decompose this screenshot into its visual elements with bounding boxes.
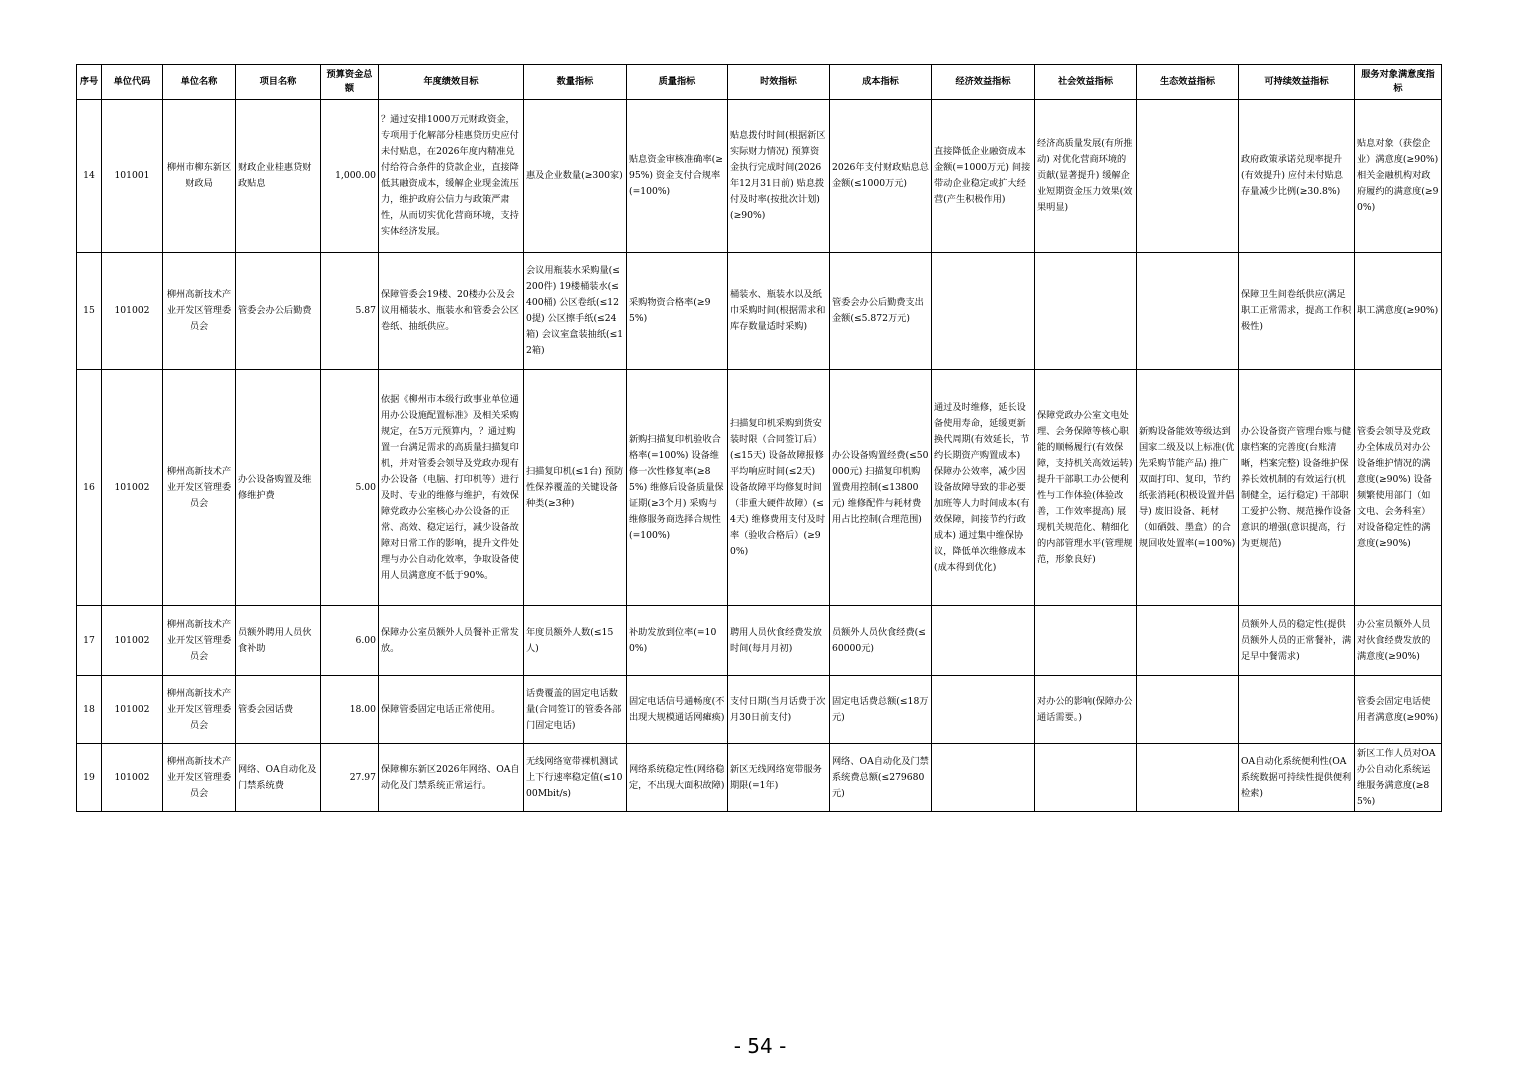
table-cell: [1137, 606, 1239, 676]
table-cell: 员额外聘用人员伙食补助: [236, 606, 321, 676]
table-cell: 职工满意度(≥90%): [1355, 253, 1442, 370]
header-cell: 单位名称: [163, 65, 236, 100]
table-cell: 通过及时维修，延长设备使用寿命，延缓更新换代周期(有效延长，节约长期资产购置成本) 保障办公效率，减少因设备故障导致的非必要加班等人力时间成本(有效保障，间接节约行政成本) 通过集中维保协议，降低单次维修成本(成本得到优化): [932, 370, 1035, 606]
table-cell: 18.00: [321, 676, 379, 744]
table-cell: 柳州市柳东新区财政局: [163, 100, 236, 253]
table-cell: 年度员额外人数(≤15人): [524, 606, 627, 676]
table-cell: 柳州高新技术产业开发区管理委员会: [163, 370, 236, 606]
table-cell: 网络、OA自动化及门禁系统费总额(≤279680元): [830, 744, 932, 812]
header-cell: 序号: [77, 65, 102, 100]
table-cell: 无线网络宽带裸机测试上下行速率稳定值(≤1000Mbit/s): [524, 744, 627, 812]
table-cell: [932, 253, 1035, 370]
table-row: [77, 676, 1442, 744]
table-cell: [1137, 100, 1239, 253]
table-cell: 管委会园话费: [236, 676, 321, 744]
table-cell: 惠及企业数量(≥300家): [524, 100, 627, 253]
table-cell: 办公设备资产管理台账与健康档案的完善度(台账清晰，档案完整) 设备维护保养长效机制的有效运行(机制健全，运行稳定) 干部职工爱护公物、规范操作设备意识的增强(意识提高，行为更规范): [1239, 370, 1355, 606]
performance-table: [76, 64, 1442, 812]
table-cell: 保障卫生间卷纸供应(满足职工正常需求，提高工作积极性): [1239, 253, 1355, 370]
table-cell: 5.87: [321, 253, 379, 370]
table-cell: 柳州高新技术产业开发区管理委员会: [163, 253, 236, 370]
table-cell: 101002: [102, 676, 163, 744]
table-cell: [1035, 253, 1137, 370]
table-cell: [1035, 744, 1137, 812]
header-cell: 年度绩效目标: [379, 65, 524, 100]
table-cell: 18: [77, 676, 102, 744]
table-cell: 桶装水、瓶装水以及纸巾采购时间(根据需求和库存数量适时采购): [728, 253, 830, 370]
table-cell: 101002: [102, 370, 163, 606]
table-cell: 政府政策承诺兑现率提升(有效提升) 应付未付贴息存量减少比例(≥30.8%): [1239, 100, 1355, 253]
table-cell: 柳州高新技术产业开发区管理委员会: [163, 744, 236, 812]
table-cell: 扫描复印机(≤1台) 预防性保养覆盖的关键设备种类(≥3种): [524, 370, 627, 606]
table-cell: 14: [77, 100, 102, 253]
header-row: [77, 65, 1442, 100]
table-cell: 管委会办公后勤费: [236, 253, 321, 370]
header-cell: 服务对象满意度指标: [1355, 65, 1442, 100]
table-row: [77, 370, 1442, 606]
table-cell: 网络、OA自动化及门禁系统费: [236, 744, 321, 812]
table-cell: 15: [77, 253, 102, 370]
table-cell: [932, 676, 1035, 744]
table-cell: 采购物资合格率(≥95%): [627, 253, 728, 370]
table-cell: 贴息资金审核准确率(≥95%) 资金支付合规率(=100%): [627, 100, 728, 253]
table-cell: [932, 606, 1035, 676]
table-cell: 办公设备购置经费(≤50000元) 扫描复印机购置费用控制(≤13800元) 维修配件与耗材费用占比控制(合理范围): [830, 370, 932, 606]
table-cell: 101002: [102, 744, 163, 812]
table-cell: 柳州高新技术产业开发区管理委员会: [163, 676, 236, 744]
table-cell: 保障办公室员额外人员餐补正常发放。: [379, 606, 524, 676]
header-cell: 成本指标: [830, 65, 932, 100]
table-cell: [1239, 676, 1355, 744]
table-row: [77, 100, 1442, 253]
page-number: - 54 -: [733, 1034, 787, 1058]
table-cell: 19: [77, 744, 102, 812]
table-cell: 新区无线网络宽带服务期限(=1年): [728, 744, 830, 812]
header-cell: 项目名称: [236, 65, 321, 100]
table-cell: [1035, 606, 1137, 676]
table-cell: 新购扫描复印机验收合格率(=100%) 设备维修一次性修复率(≥85%) 维修后设备质量保证期(≥3个月) 采购与维修服务商选择合规性(=100%): [627, 370, 728, 606]
table-cell: 保障柳东新区2026年网络、OA自动化及门禁系统正常运行。: [379, 744, 524, 812]
table-body: [77, 100, 1442, 812]
table-cell: 员额外人员伙食经费(≤60000元): [830, 606, 932, 676]
table-cell: 补助发放到位率(=100%): [627, 606, 728, 676]
table-cell: 固定电话费总额(≤18万元): [830, 676, 932, 744]
table-cell: 27.97: [321, 744, 379, 812]
table-cell: 对办公的影响(保障办公通话需要。): [1035, 676, 1137, 744]
header-cell: 数量指标: [524, 65, 627, 100]
table-cell: 贴息对象（获偿企业）满意度(≥90%) 相关金融机构对政府履约的满意度(≥90%): [1355, 100, 1442, 253]
table-cell: 保障管委固定电话正常使用。: [379, 676, 524, 744]
table-cell: 网络系统稳定性(网络稳定，不出现大面积故障): [627, 744, 728, 812]
table-cell: 1,000.00: [321, 100, 379, 253]
table-cell: OA自动化系统便利性(OA系统数据可持续性提供便利检索): [1239, 744, 1355, 812]
header-cell: 生态效益指标: [1137, 65, 1239, 100]
table-cell: 经济高质量发展(有所推动) 对优化营商环境的贡献(显著提升) 缓解企业短期资金压力效果(效果明显): [1035, 100, 1137, 253]
table-cell: 扫描复印机采购到货安装时限（合同签订后）(≤15天) 设备故障报修平均响应时间(≤2天) 设备故障平均修复时间（非重大硬件故障）(≤4天) 维修费用支付及时率（验收合格后）(≥90%): [728, 370, 830, 606]
table-cell: 新区工作人员对OA办公自动化系统运维服务满意度(≥85%): [1355, 744, 1442, 812]
table-cell: 财政企业桂惠贷财政贴息: [236, 100, 321, 253]
table-cell: 101001: [102, 100, 163, 253]
table-cell: [1137, 253, 1239, 370]
table-cell: 直接降低企业融资成本金额(=1000万元) 间接带动企业稳定或扩大经营(产生积极作用): [932, 100, 1035, 253]
table-cell: 管委会固定电话使用者满意度(≥90%): [1355, 676, 1442, 744]
header-cell: 可持续效益指标: [1239, 65, 1355, 100]
table-cell: 办公设备购置及维修维护费: [236, 370, 321, 606]
table-cell: 新购设备能效等级达到国家二级及以上标准(优先采购节能产品) 推广双面打印、复印，节约纸张消耗(积极设置并倡导) 废旧设备、耗材（如硒鼓、墨盒）的合规回收处置率(=100%): [1137, 370, 1239, 606]
table-row: [77, 606, 1442, 676]
table-cell: 员额外人员的稳定性(提供员额外人员的正常餐补，满足早中餐需求): [1239, 606, 1355, 676]
table-cell: 6.00: [321, 606, 379, 676]
table-cell: 聘用人员伙食经费发放时间(每月月初): [728, 606, 830, 676]
table-cell: 保障党政办公室文电处理、会务保障等核心职能的顺畅履行(有效保障，支持机关高效运转) 提升干部职工办公便利性与工作体验(体验改善，工作效率提高) 展现机关规范化、精细化的内部管理水平(管理规范，形象良好): [1035, 370, 1137, 606]
table-cell: 2026年支付财政贴息总金额(≤1000万元): [830, 100, 932, 253]
table-cell: ？通过安排1000万元财政资金，专项用于化解部分桂惠贷历史应付未付贴息，在2026年度内精准兑付给符合条件的贷款企业，直接降低其融资成本，缓解企业现金流压力，维护政府公信力与政策严肃性，从而切实优化营商环境，支持实体经济发展。: [379, 100, 524, 253]
table-cell: 固定电话信号通畅度(不出现大规模通话网瘫痪): [627, 676, 728, 744]
table-cell: 5.00: [321, 370, 379, 606]
header-cell: 经济效益指标: [932, 65, 1035, 100]
table-cell: 柳州高新技术产业开发区管理委员会: [163, 606, 236, 676]
table-cell: [932, 744, 1035, 812]
header-cell: 单位代码: [102, 65, 163, 100]
table-cell: 保障管委会19楼、20楼办公及会议用桶装水、瓶装水和管委会公区卷纸、抽纸供应。: [379, 253, 524, 370]
table-cell: 101002: [102, 606, 163, 676]
table-cell: 依据《柳州市本级行政事业单位通用办公设施配置标准》及相关采购规定，在5万元预算内，？通过购置一台满足需求的高质量扫描复印机，并对管委会领导及党政办现有办公设备（电脑、打印机等）进行及时、专业的维修与维护，有效保障党政办公室核心办公设备的正常、高效、稳定运行，减少设备故障对日常工作的影响，提升文件处理与办公自动化效率，争取设备使用人员满意度不低于90%。: [379, 370, 524, 606]
table-cell: 支付日期(当月话费于次月30日前支付): [728, 676, 830, 744]
table-cell: [1137, 676, 1239, 744]
table-cell: 101002: [102, 253, 163, 370]
table-cell: 管委会领导及党政办全体成员对办公设备维护情况的满意度(≥90%) 设备频繁使用部门（如文电、会务科室）对设备稳定性的满意度(≥90%): [1355, 370, 1442, 606]
table-cell: 管委会办公后勤费支出金额(≤5.872万元): [830, 253, 932, 370]
header-cell: 社会效益指标: [1035, 65, 1137, 100]
table-cell: 17: [77, 606, 102, 676]
table-cell: 话费覆盖的固定电话数量(合同签订的管委各部门固定电话): [524, 676, 627, 744]
header-cell: 质量指标: [627, 65, 728, 100]
table-row: [77, 744, 1442, 812]
header-cell: 时效指标: [728, 65, 830, 100]
table-cell: 办公室员额外人员对伙食经费发放的满意度(≥90%): [1355, 606, 1442, 676]
table-cell: 贴息拨付时间(根据新区实际财力情况) 预算资金执行完成时间(2026年12月31日前) 贴息拨付及时率(按批次计划)(≥90%): [728, 100, 830, 253]
table-cell: 16: [77, 370, 102, 606]
table-cell: 会议用瓶装水采购量(≤200件) 19楼桶装水(≤400桶) 公区卷纸(≤120提) 公区擦手纸(≤24箱) 会议室盒装抽纸(≤12箱): [524, 253, 627, 370]
table-cell: [1137, 744, 1239, 812]
header-cell: 预算资金总额: [321, 65, 379, 100]
table-row: [77, 253, 1442, 370]
table-header: [77, 65, 1442, 100]
